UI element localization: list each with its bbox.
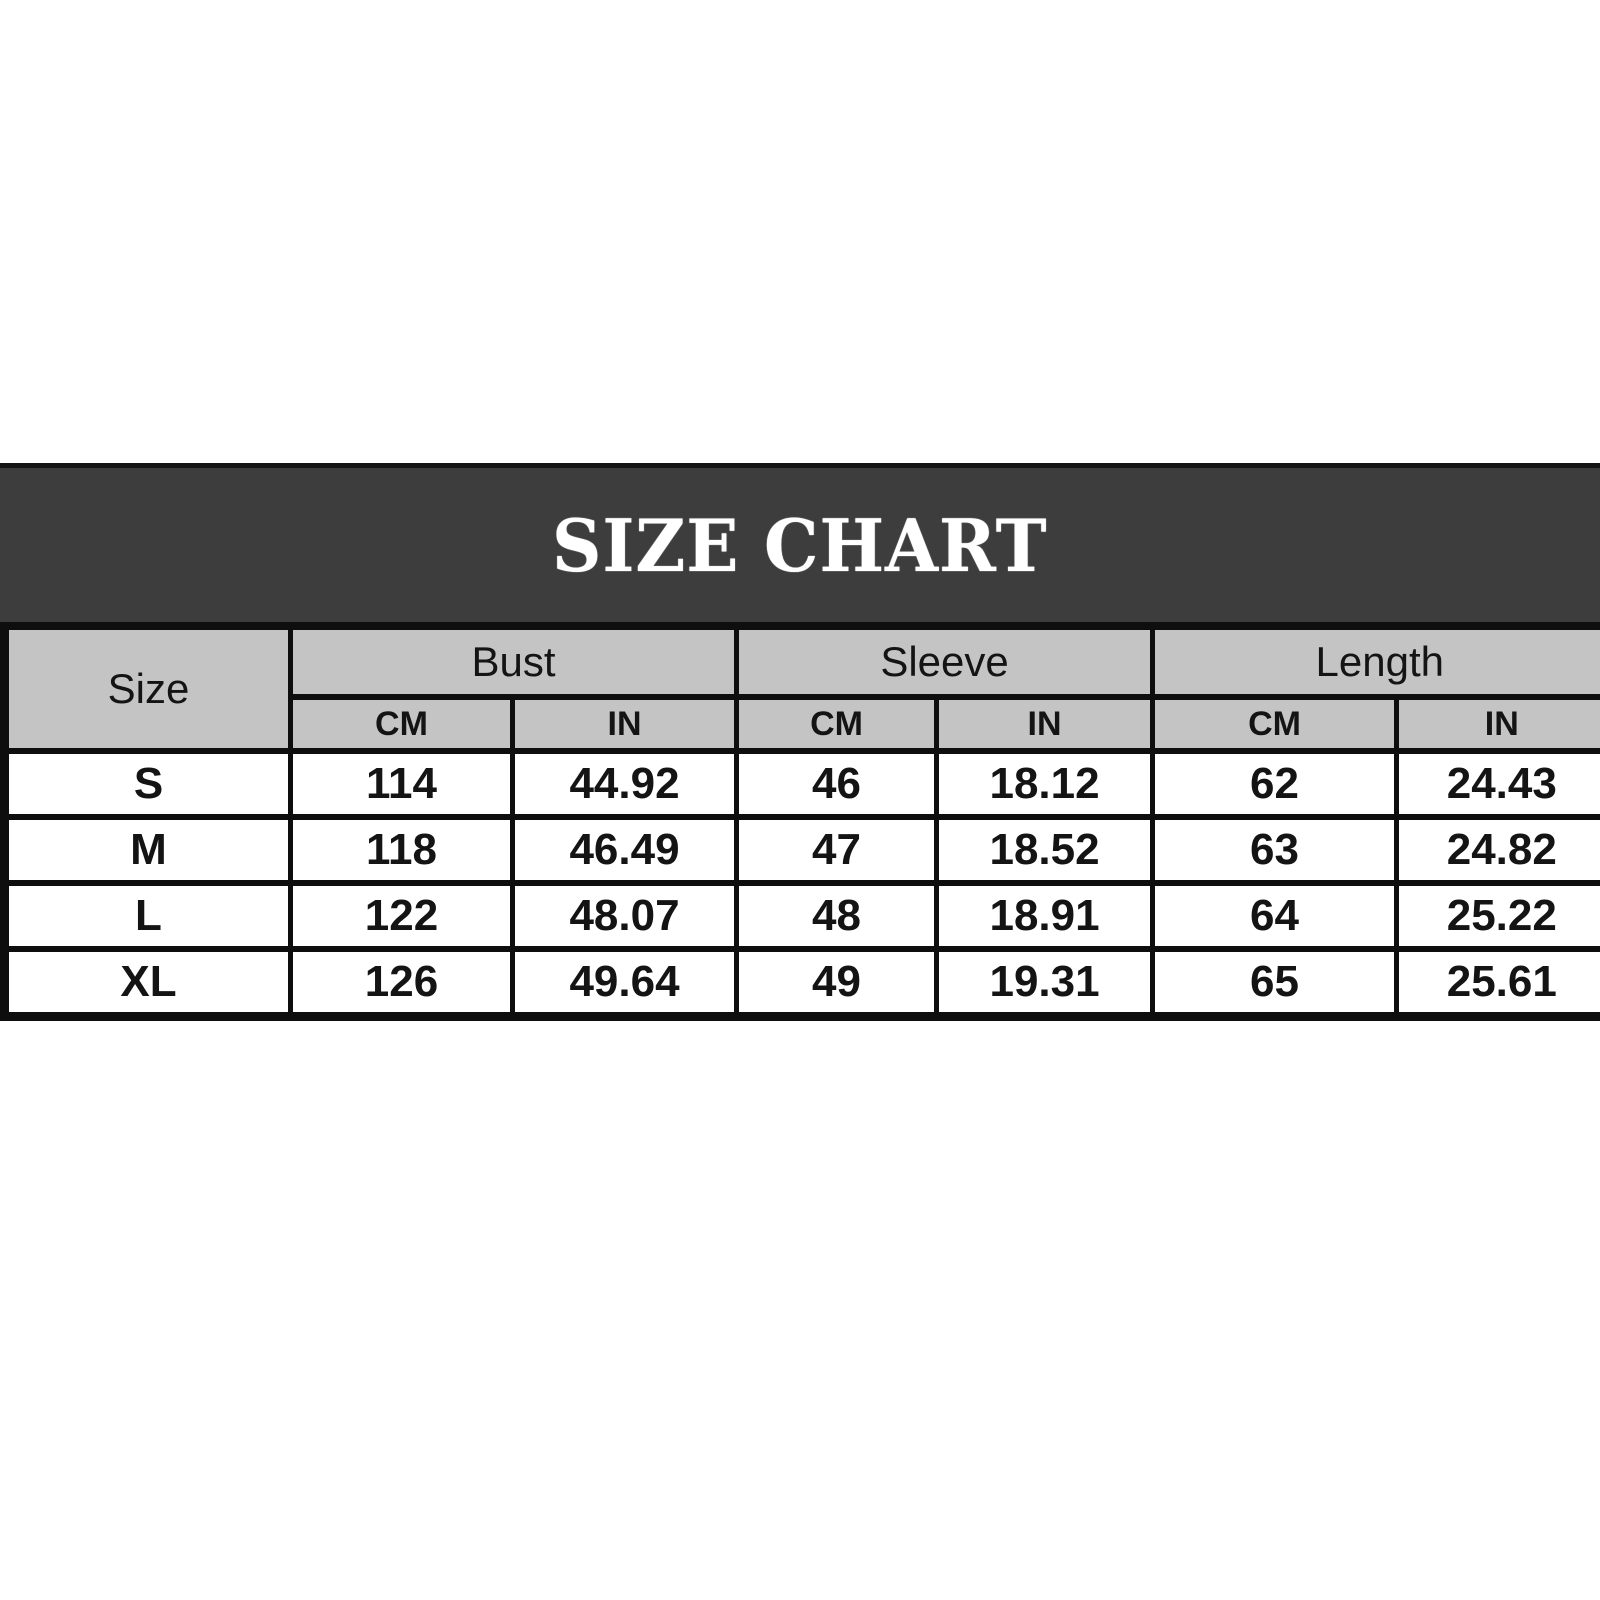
cell-bust-cm: 122 [291, 883, 513, 949]
cell-size-label: S [5, 751, 291, 817]
cell-length-cm: 65 [1153, 949, 1397, 1017]
cell-size-label: XL [5, 949, 291, 1017]
cell-bust-in: 46.49 [513, 817, 737, 883]
unit-header-bust-cm: CM [291, 697, 513, 751]
cell-sleeve-in: 18.91 [937, 883, 1153, 949]
cell-length-cm: 64 [1153, 883, 1397, 949]
cell-sleeve-cm: 46 [737, 751, 937, 817]
unit-header-length-cm: CM [1153, 697, 1397, 751]
cell-length-in: 24.82 [1397, 817, 1600, 883]
table-row-xl [5, 949, 1600, 1017]
cell-bust-in: 44.92 [513, 751, 737, 817]
cell-size-label: L [5, 883, 291, 949]
cell-bust-in: 49.64 [513, 949, 737, 1017]
table-row-s [5, 751, 1600, 817]
cell-length-cm: 62 [1153, 751, 1397, 817]
size-chart-title: SIZE CHART [552, 502, 1048, 588]
table-row-l [5, 883, 1600, 949]
cell-sleeve-in: 18.12 [937, 751, 1153, 817]
cell-length-in: 25.22 [1397, 883, 1600, 949]
corner-header-size: Size [5, 626, 291, 751]
cell-length-in: 25.61 [1397, 949, 1600, 1017]
unit-header-bust-in: IN [513, 697, 737, 751]
cell-sleeve-in: 18.52 [937, 817, 1153, 883]
group-header-length: Length [1153, 626, 1600, 697]
cell-sleeve-cm: 48 [737, 883, 937, 949]
cell-length-in: 24.43 [1397, 751, 1600, 817]
unit-header-sleeve-in: IN [937, 697, 1153, 751]
unit-header-length-in: IN [1397, 697, 1600, 751]
cell-sleeve-in: 19.31 [937, 949, 1153, 1017]
cell-bust-in: 48.07 [513, 883, 737, 949]
cell-bust-cm: 126 [291, 949, 513, 1017]
cell-bust-cm: 118 [291, 817, 513, 883]
size-chart-banner [0, 463, 1600, 622]
unit-header-sleeve-cm: CM [737, 697, 937, 751]
cell-length-cm: 63 [1153, 817, 1397, 883]
group-header-bust: Bust [291, 626, 737, 697]
group-header-row [5, 626, 1600, 697]
cell-size-label: M [5, 817, 291, 883]
group-header-sleeve: Sleeve [737, 626, 1153, 697]
size-table [0, 622, 1600, 1021]
cell-sleeve-cm: 47 [737, 817, 937, 883]
table-row-m [5, 817, 1600, 883]
cell-bust-cm: 114 [291, 751, 513, 817]
cell-sleeve-cm: 49 [737, 949, 937, 1017]
